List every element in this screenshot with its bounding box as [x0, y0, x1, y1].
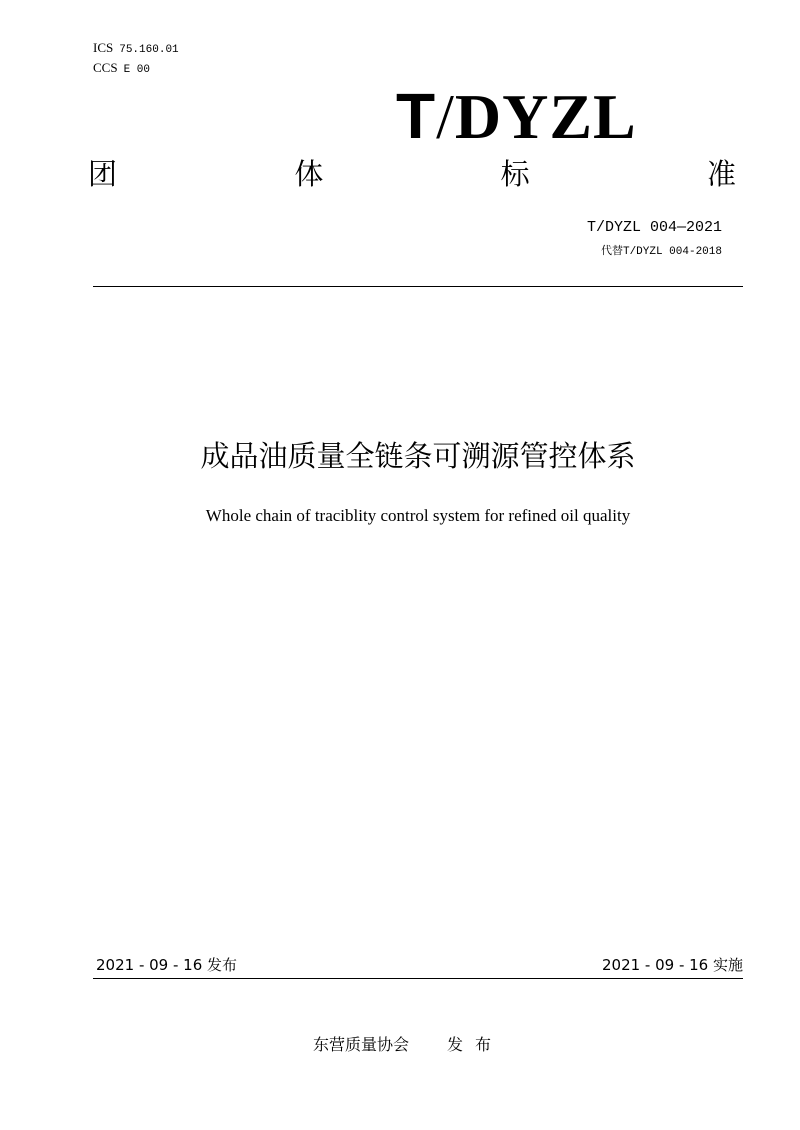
standard-type-char: 准 — [706, 157, 736, 191]
ics-label: ICS — [93, 40, 114, 55]
brand-slash: / — [436, 81, 455, 152]
publish-date: 2021 - 09 - 16 发布 — [96, 956, 238, 974]
standard-brand-logo — [396, 80, 637, 153]
standard-code: T/DYZL 004—2021 — [586, 219, 722, 236]
replaces-note: 代替T/DYZL 004-2018 — [600, 246, 722, 258]
document-title-en: Whole chain of traciblity control system for refined oil quality — [205, 506, 631, 525]
ccs-label: CCS — [93, 60, 118, 75]
standard-type-heading — [88, 154, 736, 194]
standard-type-char: 标 — [500, 157, 530, 191]
publisher-name: 东营质量协会 — [313, 1035, 410, 1054]
header-divider — [93, 286, 743, 287]
ics-line — [93, 40, 179, 58]
publisher-action: 布 — [475, 1035, 492, 1054]
standard-type-char: 体 — [294, 157, 324, 191]
ccs-value: E 00 — [123, 64, 150, 76]
ics-value: 75.160.01 — [119, 44, 179, 56]
brand-t: T — [396, 80, 437, 152]
publisher-line — [313, 1034, 491, 1056]
footer-divider — [93, 978, 743, 979]
brand-org: DYZL — [454, 81, 637, 152]
document-title-zh: 成品油质量全链条可溯源管控体系 — [200, 439, 636, 473]
ccs-line — [93, 60, 150, 78]
publisher-action: 发 — [447, 1035, 464, 1054]
standard-type-char: 团 — [88, 157, 118, 191]
implement-date: 2021 - 09 - 16 实施 — [601, 956, 743, 974]
